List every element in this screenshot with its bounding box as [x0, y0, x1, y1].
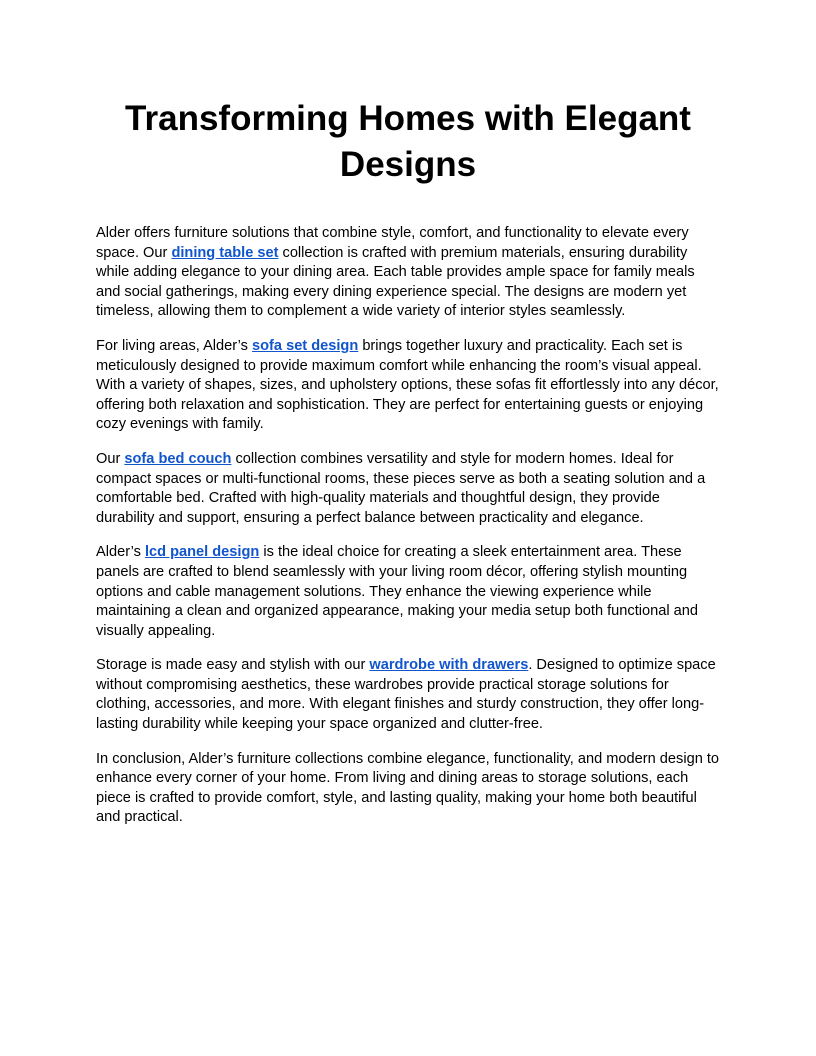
paragraph-text: Storage is made easy and stylish with our — [96, 657, 370, 674]
wardrobe-with-drawers-link[interactable]: wardrobe with drawers — [369, 657, 529, 674]
paragraph-text: brings together luxury and practicality. Each set is meticulously designed to provide maximum comfort while enhancing the room’s visual appeal. With a variety of shapes, sizes, and upholstery options, these sofas fit effortlessly into any décor, offering both relaxation and sophistication. They are perfect for entertaining guests or enjoying cozy evenings with family. — [96, 337, 719, 433]
paragraph-sofa-set — [96, 337, 720, 435]
paragraph-text: collection is crafted with premium materials, ensuring durability while adding elegance to your dining area. Each table provides ample space for family meals and social gatherings, making every dining experience special. The designs are modern yet timeless, allowing them to complement a wide variety of interior styles seamlessly. — [96, 244, 695, 320]
document-page — [96, 96, 720, 843]
paragraph-wardrobe — [96, 656, 720, 734]
paragraph-lcd-panel — [96, 543, 720, 641]
paragraph-text: Alder offers furniture solutions that combine style, comfort, and functionality to elevate every space. Our — [96, 225, 689, 261]
sofa-set-design-link[interactable]: sofa set design — [252, 337, 359, 354]
paragraph-text: . Designed to optimize space without compromising aesthetics, these wardrobes provide practical storage solutions for clothing, accessories, and more. With elegant finishes and sturdy construction, they offer long-lasting durability while keeping your space organized and clutter-free. — [96, 657, 716, 733]
dining-table-set-link[interactable]: dining table set — [171, 244, 279, 261]
paragraph-sofa-bed — [96, 450, 720, 528]
paragraph-text: collection combines versatility and style for modern homes. Ideal for compact spaces or multi-functional rooms, these pieces serve as both a seating solution and a comfortable bed. Crafted with high-quality materials and thoughtful design, they provide durability and support, ensuring a perfect balance between practicality and elegance. — [96, 450, 706, 526]
paragraph-text: Alder’s — [96, 544, 145, 561]
page-title: Transforming Homes with Elegant Designs — [125, 99, 691, 184]
lcd-panel-design-link[interactable]: lcd panel design — [144, 544, 260, 561]
paragraph-dining — [96, 224, 720, 322]
paragraph-text: For living areas, Alder’s — [96, 337, 253, 354]
paragraph-conclusion: In conclusion, Alder’s furniture collections combine elegance, functionality, and modern design to enhance every corner of your home. From living and dining areas to storage solutions, each piece is crafted to provide comfort, style, and lasting quality, making your home both beautiful and practical. — [96, 750, 720, 826]
sofa-bed-couch-link[interactable]: sofa bed couch — [124, 450, 232, 467]
paragraph-text: Our — [96, 450, 125, 467]
paragraph-text: is the ideal choice for creating a sleek entertainment area. These panels are crafted to blend seamlessly with your living room décor, offering stylish mounting options and cable management solutions. They enhance the viewing experience while maintaining a clean and organized appearance, making your media setup both functional and visually appealing. — [96, 544, 698, 639]
